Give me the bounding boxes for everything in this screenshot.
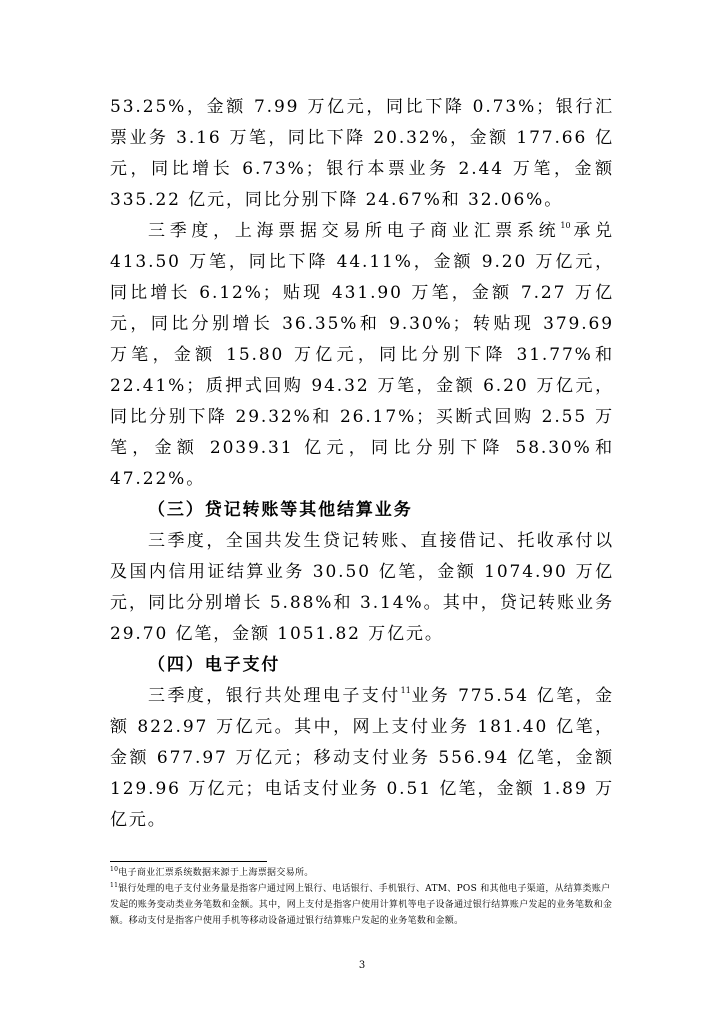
footnote-reference-11: 11 [400, 686, 411, 695]
paragraph-text: 承兑 413.50 万笔，同比下降 44.11%，金额 9.20 万亿元，同比增长 6.12%；贴现 431.90 万笔，金额 7.27 万亿元，同比分别增长 36.35%和 9.30%；转贴现 379.69 万笔，金额 15.80 万亿元，同比分别下降 31.77%和 22.41%；质押式回购 94.32 万笔，金额 6.20 万亿元，同比分别下降 29.32%和 26.17%；买断式回购 2.55 万笔，金额 2039.31 亿元，同比分别下降 58.30%和 47.22%。 [110, 221, 614, 489]
footnotes [110, 865, 614, 929]
footnote-text: 银行处理的电子支付业务量是指客户通过网上银行、电话银行、手机银行、ATM、POS 和其他电子渠道，从结算类账户发起的账务变动类业务笔数和金额。其中，网上支付是指客户使用计算机等电子设备通过银行结算账户发起的业务笔数和金额。移动支付是指客户使用手机等移动设备通过银行结算账户发起的业务笔数和金额。 [110, 884, 613, 926]
footnote-reference-10: 10 [560, 221, 571, 230]
footnote-10 [110, 865, 614, 881]
footnote-marker-10: 10 [110, 866, 119, 873]
footnote-11 [110, 881, 614, 929]
paragraph-text: 三季度，上海票据交易所电子商业汇票系统 [148, 221, 561, 241]
paragraph-text: 业务 775.54 亿笔，金额 822.97 万亿元。其中，网上支付业务 181.40 亿笔，金额 677.97 万亿元；移动支付业务 556.94 亿笔，金额 129.96 万亿元；电话支付业务 0.51 亿笔，金额 1.89 万亿元。 [110, 686, 614, 830]
section-heading-electronic-payment: （四）电子支付 [148, 655, 281, 675]
paragraph-electronic-payment [110, 681, 614, 836]
paragraph-credit-transfer: 三季度，全国共发生贷记转账、直接借记、托收承付以及国内信用证结算业务 30.50 亿笔，金额 1074.90 万亿元，同比分别增长 5.88%和 3.14%。其中，贷记转账业务 29.70 亿笔，金额 1051.82 万亿元。 [110, 531, 614, 644]
paragraph-text: 三季度，银行共处理电子支付 [148, 686, 401, 706]
paragraph-electronic-commercial-bills [110, 216, 614, 495]
footnote-text: 电子商业汇票系统数据来源于上海票据交易所。 [118, 868, 314, 878]
body-text [110, 92, 614, 836]
footnote-separator [110, 861, 267, 862]
section-heading-credit-transfer: （三）贷记转账等其他结算业务 [148, 500, 413, 520]
paragraph-bill-business-continued: 53.25%，金额 7.99 万亿元，同比下降 0.73%；银行汇票业务 3.16 万笔，同比下降 20.32%，金额 177.66 亿元，同比增长 6.73%；银行本票业务 2.44 万笔，金额 335.22 亿元，同比分别下降 24.67%和 32.06%。 [110, 97, 614, 210]
footnote-marker-11: 11 [110, 882, 119, 889]
page-number: 3 [358, 960, 366, 971]
